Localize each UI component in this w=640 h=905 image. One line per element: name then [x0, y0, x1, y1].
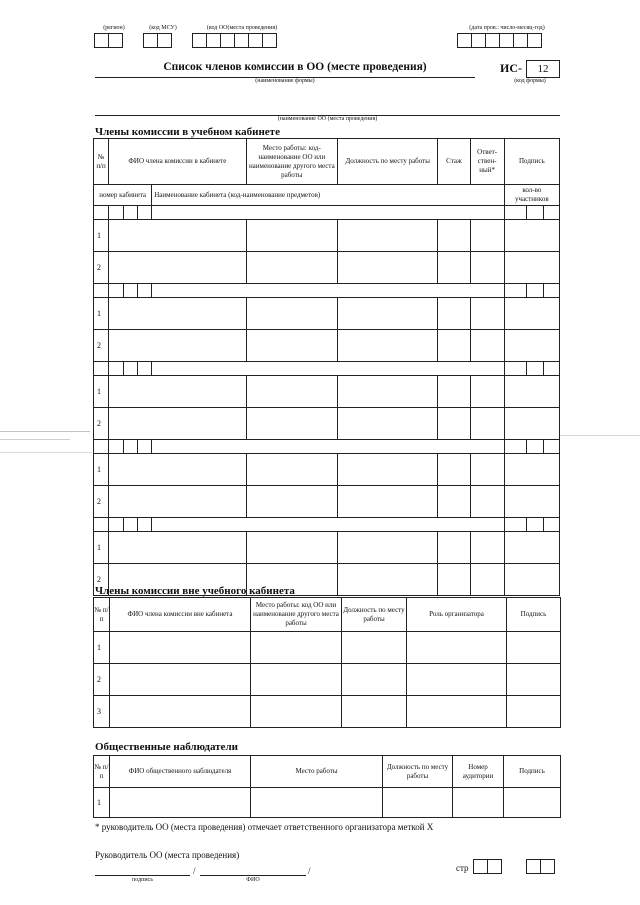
- scan-noise: [0, 431, 90, 432]
- member-row: [94, 330, 560, 362]
- date-label: (дата пров.: число-месяц-год): [469, 25, 545, 31]
- position-cell[interactable]: [338, 408, 438, 440]
- room-number-cell[interactable]: [109, 440, 124, 454]
- room-number-cell[interactable]: [94, 206, 109, 220]
- exp-cell[interactable]: [438, 252, 470, 284]
- participants-cell[interactable]: [543, 206, 559, 220]
- total-page-boxes[interactable]: [526, 859, 554, 874]
- fio-caption: ФИО: [246, 877, 260, 883]
- exp-cell[interactable]: [438, 454, 470, 486]
- sign-cell[interactable]: [504, 376, 559, 408]
- col-num-header: № п/п: [94, 139, 109, 185]
- work-cell[interactable]: [251, 696, 342, 728]
- sign-cell[interactable]: [504, 454, 559, 486]
- msu-boxes[interactable]: [143, 33, 171, 48]
- member-row: [94, 532, 560, 564]
- fio-cell[interactable]: [109, 220, 247, 252]
- position-cell[interactable]: [342, 632, 407, 664]
- role-cell[interactable]: [407, 696, 507, 728]
- work-cell[interactable]: [251, 788, 383, 818]
- row-number: 1: [94, 532, 109, 564]
- room-number-cell[interactable]: [138, 206, 152, 220]
- col-num-header: № п/п: [94, 756, 110, 788]
- form-prefix: ИС-: [500, 61, 522, 75]
- resp-cell[interactable]: [470, 252, 504, 284]
- room-number-cell[interactable]: [124, 206, 138, 220]
- resp-cell[interactable]: [470, 220, 504, 252]
- sign-cell[interactable]: [507, 664, 561, 696]
- work-cell[interactable]: [246, 454, 337, 486]
- row-number: 2: [94, 486, 109, 518]
- room-number-cell[interactable]: [124, 284, 138, 298]
- fio-cell[interactable]: [109, 298, 247, 330]
- room-code-row: [94, 440, 560, 454]
- region-label: (регион): [103, 25, 125, 31]
- page-boxes[interactable]: [473, 859, 501, 874]
- fio-cell[interactable]: [109, 486, 247, 518]
- exp-cell[interactable]: [438, 298, 470, 330]
- section3-title: Общественные наблюдатели: [95, 741, 238, 753]
- room-number-cell[interactable]: [94, 518, 109, 532]
- col-sign-header: Подпись: [504, 756, 561, 788]
- resp-cell[interactable]: [470, 486, 504, 518]
- position-cell[interactable]: [338, 330, 438, 362]
- footnote: * руководитель ОО (места проведения) отмечает ответственного организатора меткой Х: [95, 822, 434, 832]
- fio-cell[interactable]: [110, 696, 251, 728]
- room-number-cell[interactable]: [94, 362, 109, 376]
- position-cell[interactable]: [338, 376, 438, 408]
- oo-code-boxes[interactable]: [192, 33, 276, 48]
- col-sign-header: Подпись: [507, 598, 561, 632]
- observers-table: [93, 755, 561, 818]
- row-number: 1: [94, 454, 109, 486]
- col-position-header: Должность по месту работы: [342, 598, 407, 632]
- position-cell[interactable]: [342, 664, 407, 696]
- sign-cell[interactable]: [504, 220, 559, 252]
- col-work-header: Место работы: код-наименование ОО или наименование другого места работы: [246, 139, 337, 185]
- col-work-header: Место работы: код ОО или наименование другого места работы: [251, 598, 342, 632]
- commission-in-room-table: [93, 138, 560, 596]
- position-cell[interactable]: [338, 220, 438, 252]
- exp-cell[interactable]: [438, 220, 470, 252]
- row-number: 1: [94, 376, 109, 408]
- exp-cell[interactable]: [438, 564, 470, 596]
- fio-cell[interactable]: [110, 664, 251, 696]
- col-role-header: Роль организатора: [407, 598, 507, 632]
- work-cell[interactable]: [246, 376, 337, 408]
- slash-2: /: [308, 866, 311, 876]
- row-number: 1: [94, 298, 109, 330]
- col-fio-header: ФИО члена комиссии вне кабинета: [110, 598, 251, 632]
- row-number: 2: [94, 564, 109, 596]
- slash-1: /: [193, 866, 196, 876]
- member-row: [94, 454, 560, 486]
- resp-cell[interactable]: [470, 532, 504, 564]
- participants-header: кол-во участников: [504, 185, 559, 206]
- row-number: 2: [94, 330, 109, 362]
- col-position-header: Должность по месту работы: [383, 756, 453, 788]
- room-name-cell[interactable]: [152, 284, 504, 298]
- exp-cell[interactable]: [438, 376, 470, 408]
- scan-noise: [560, 435, 640, 436]
- room-cell[interactable]: [453, 788, 504, 818]
- resp-cell[interactable]: [470, 376, 504, 408]
- participants-cell[interactable]: [526, 440, 543, 454]
- room-number-cell[interactable]: [124, 362, 138, 376]
- exp-cell[interactable]: [438, 408, 470, 440]
- oo-name-caption: (наименование ОО (места проведения): [277, 116, 378, 122]
- member-row: [94, 252, 560, 284]
- sign-cell[interactable]: [504, 486, 559, 518]
- col-fio-header: ФИО общественного наблюдателя: [110, 756, 251, 788]
- section2-title: Члены комиссии вне учебного кабинета: [95, 585, 295, 597]
- member-row: [94, 486, 560, 518]
- position-cell[interactable]: [338, 252, 438, 284]
- participants-cell[interactable]: [526, 206, 543, 220]
- room-number-cell[interactable]: [109, 284, 124, 298]
- participants-cell[interactable]: [526, 284, 543, 298]
- region-boxes[interactable]: [94, 33, 122, 48]
- participants-cell[interactable]: [543, 362, 559, 376]
- resp-cell[interactable]: [470, 408, 504, 440]
- sign-caption: подпись: [132, 877, 153, 883]
- room-code-row: [94, 518, 560, 532]
- work-cell[interactable]: [251, 664, 342, 696]
- row-number: 1: [94, 632, 110, 664]
- sign-cell[interactable]: [504, 408, 559, 440]
- work-cell[interactable]: [246, 252, 337, 284]
- member-row: [94, 298, 560, 330]
- room-name-cell[interactable]: [152, 206, 504, 220]
- room-number-cell[interactable]: [94, 440, 109, 454]
- date-boxes[interactable]: [457, 33, 541, 48]
- sign-cell[interactable]: [504, 252, 559, 284]
- row-number: 1: [94, 220, 109, 252]
- work-cell[interactable]: [246, 486, 337, 518]
- room-number-cell[interactable]: [124, 440, 138, 454]
- head-label: Руководитель ОО (места проведения): [95, 850, 240, 860]
- col-work-header: Место работы: [251, 756, 383, 788]
- position-cell[interactable]: [383, 788, 453, 818]
- sign-cell[interactable]: [504, 564, 559, 596]
- room-code-row: [94, 206, 560, 220]
- room-number-cell[interactable]: [109, 206, 124, 220]
- page-label: стр: [456, 863, 469, 873]
- form-title: Список членов комиссии в ОО (месте проведения): [163, 61, 427, 73]
- work-cell[interactable]: [246, 408, 337, 440]
- participants-cell[interactable]: [504, 518, 526, 532]
- participants-cell[interactable]: [504, 284, 526, 298]
- exp-cell[interactable]: [438, 330, 470, 362]
- position-cell[interactable]: [338, 564, 438, 596]
- participants-cell[interactable]: [526, 362, 543, 376]
- participants-cell[interactable]: [543, 284, 559, 298]
- room-number-cell[interactable]: [138, 518, 152, 532]
- room-number-cell[interactable]: [124, 518, 138, 532]
- sign-cell[interactable]: [504, 330, 559, 362]
- oo-code-label: (код ОО(места проведения): [206, 25, 278, 31]
- fio-cell[interactable]: [109, 376, 247, 408]
- row-number: 2: [94, 664, 110, 696]
- col-exp-header: Стаж: [438, 139, 470, 185]
- room-name-cell[interactable]: [152, 362, 504, 376]
- work-cell[interactable]: [251, 632, 342, 664]
- scan-noise: [0, 452, 92, 453]
- fio-cell[interactable]: [109, 330, 247, 362]
- role-cell[interactable]: [407, 632, 507, 664]
- room-name-cell[interactable]: [152, 440, 504, 454]
- room-number-cell[interactable]: [138, 284, 152, 298]
- msu-label: (код МСУ): [149, 25, 177, 31]
- participants-cell[interactable]: [504, 206, 526, 220]
- room-name-header: Наименование кабинета (код-наименование предметов): [152, 185, 504, 206]
- fio-cell[interactable]: [110, 632, 251, 664]
- member-row: [94, 220, 560, 252]
- fio-cell[interactable]: [109, 532, 247, 564]
- room-number-header: номер кабинета: [94, 185, 152, 206]
- work-cell[interactable]: [246, 532, 337, 564]
- form-name-caption: (наименование формы): [255, 78, 315, 84]
- member-row: [94, 408, 560, 440]
- work-cell[interactable]: [246, 330, 337, 362]
- room-name-cell[interactable]: [152, 518, 504, 532]
- resp-cell[interactable]: [470, 298, 504, 330]
- participants-cell[interactable]: [543, 440, 559, 454]
- position-cell[interactable]: [338, 298, 438, 330]
- exp-cell[interactable]: [438, 486, 470, 518]
- section1-title: Члены комиссии в учебном кабинете: [95, 126, 280, 138]
- resp-cell[interactable]: [470, 454, 504, 486]
- col-fio-header: ФИО члена комиссии в кабинете: [109, 139, 247, 185]
- col-position-header: Должность по месту работы: [338, 139, 438, 185]
- fio-cell[interactable]: [109, 408, 247, 440]
- participants-cell[interactable]: [504, 362, 526, 376]
- room-number-cell[interactable]: [94, 284, 109, 298]
- participants-cell[interactable]: [504, 440, 526, 454]
- form-code-caption: (код формы): [514, 78, 546, 84]
- row-number: 2: [94, 408, 109, 440]
- participants-cell[interactable]: [526, 518, 543, 532]
- fio-cell[interactable]: [109, 454, 247, 486]
- room-number-cell[interactable]: [109, 362, 124, 376]
- position-cell[interactable]: [338, 454, 438, 486]
- room-number-cell[interactable]: [138, 440, 152, 454]
- room-number-cell[interactable]: [138, 362, 152, 376]
- row-number: 3: [94, 696, 110, 728]
- resp-cell[interactable]: [470, 564, 504, 596]
- sign-cell[interactable]: [504, 298, 559, 330]
- participants-cell[interactable]: [543, 518, 559, 532]
- work-cell[interactable]: [246, 298, 337, 330]
- sign-cell[interactable]: [507, 696, 561, 728]
- work-cell[interactable]: [246, 220, 337, 252]
- sign-cell[interactable]: [507, 632, 561, 664]
- room-code-row: [94, 284, 560, 298]
- exp-cell[interactable]: [438, 532, 470, 564]
- position-cell[interactable]: [338, 486, 438, 518]
- fio-cell[interactable]: [110, 788, 251, 818]
- col-sign-header: Подпись: [504, 139, 559, 185]
- row-number: 1: [94, 788, 110, 818]
- form-code: 12: [526, 60, 560, 78]
- fio-cell[interactable]: [109, 252, 247, 284]
- position-cell[interactable]: [342, 696, 407, 728]
- position-cell[interactable]: [338, 532, 438, 564]
- commission-outside-room-table: [93, 597, 561, 728]
- sign-cell[interactable]: [504, 788, 561, 818]
- room-number-cell[interactable]: [109, 518, 124, 532]
- member-row: [94, 376, 560, 408]
- role-cell[interactable]: [407, 664, 507, 696]
- col-resp-header: Ответ-ствен-ный*: [470, 139, 504, 185]
- col-num-header: № п/п: [94, 598, 110, 632]
- room-code-row: [94, 362, 560, 376]
- scan-noise: [0, 439, 70, 440]
- resp-cell[interactable]: [470, 330, 504, 362]
- sign-cell[interactable]: [504, 532, 559, 564]
- row-number: 2: [94, 252, 109, 284]
- col-room-header: Номер аудитории: [453, 756, 504, 788]
